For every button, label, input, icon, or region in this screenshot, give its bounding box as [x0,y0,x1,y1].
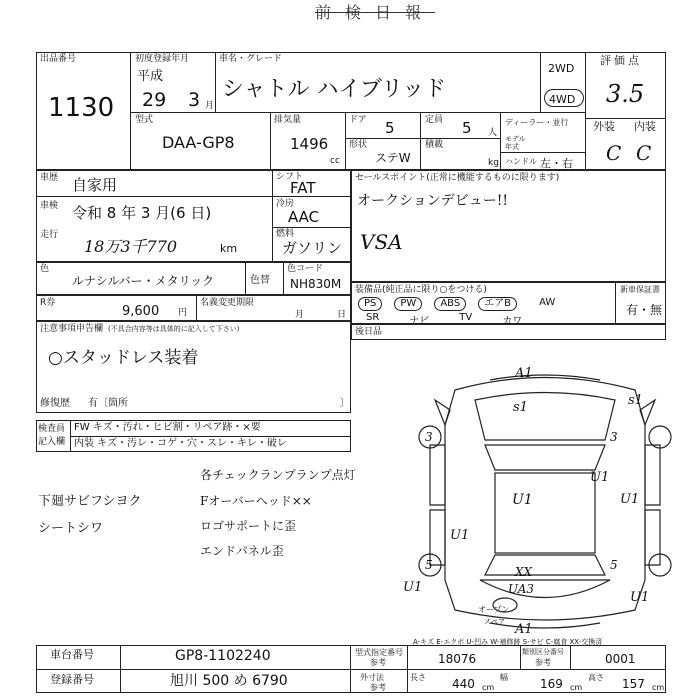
sales-point-2: VSA [360,230,403,254]
class-value: 0001 [605,652,636,666]
warranty-label: 新車保証書 [620,285,660,294]
back-date-label: 後日品 [355,327,383,337]
remark-4: シートシワ [38,521,104,536]
height: 157 [622,677,645,691]
width-unit: cm [570,683,583,692]
mark-rear-xx: XX [515,565,533,579]
load-label: 積載 [425,140,444,150]
shift: FAT [290,179,316,197]
dealer-label: ディーラー・並行 [505,118,569,127]
spare-label: スペア [484,618,505,626]
doors-label: ドア [349,115,367,125]
exterior-label: 外装 [593,120,615,133]
lot-number-label: 出品番号 [40,54,77,64]
mark-rear-ua3: UA3 [508,582,535,596]
mark-rear-bumper: A1 [515,622,533,637]
interior-grade: C [636,141,652,165]
notes-sub: (不具合内容等は具体的に記入して下さい) [108,325,240,333]
handle-label: ハンドル [505,157,537,166]
back-date-frame [351,324,666,340]
mileage-value: 18万3千770 [84,237,178,256]
remark-5: ロゴサポートに歪 [200,519,297,533]
ac-label: 冷房 [276,199,295,209]
inspector-row-1: FW キズ・汚れ・ヒビ割・リペア跡・×要 [74,422,261,433]
mark-left-wheel-front: 3 [425,430,433,444]
equip-tv: TV [459,312,473,323]
mark-right-door: U1 [590,470,610,485]
equip-airbag: エアB [478,297,517,311]
mark-right-rear: U1 [630,590,650,605]
fuel-label: 燃料 [276,229,295,239]
repair-value: 有〔箇所 [88,398,128,409]
notes-value: ○スタッドレス装着 [48,348,199,368]
cert-value: 18076 [438,652,477,666]
tax-label: 名義変更期限 [200,298,255,308]
equip-ps: PS [358,297,382,311]
car-damage-diagram [395,365,695,635]
history-label: 車歴 [40,173,59,183]
mark-front-bumper: A1 [515,366,533,381]
handle: 左・右 [540,157,573,170]
inspector-label-2: 記入欄 [38,437,66,447]
equipment-label: 装備品(純正品に限り○をつける) [355,285,487,295]
length: 440 [452,677,475,691]
mark-right-wheel-front: 3 [610,430,618,444]
capacity-label: 定員 [425,115,444,125]
mark-hood: s1 [513,400,528,415]
remark-2: 下廻サビフシヨク [38,494,142,509]
recycle-unit: 円 [178,308,188,318]
equip-leather: カワ [502,316,523,327]
plate-label: 登録番号 [50,673,94,686]
remark-6: エンドパネル歪 [200,544,284,558]
height-unit: cm [652,683,665,692]
width-label: 幅 [500,673,508,682]
repair-label: 修復歴 [40,398,70,409]
inspection-label: 車検 [40,201,59,211]
lot-number: 1130 [48,93,115,123]
shift-label: シフト [276,172,304,182]
top-scrawl: 前検日報 [315,3,436,22]
reg-month-unit: 月 [205,101,215,111]
equip-aw: AW [539,297,556,308]
damage-legend: A-キズ E-エクボ U-凹み W-補修跡 S-サビ C-腐食 XX-交換済 [413,638,603,646]
dims-sub: 参考 [370,683,386,692]
sales-point-1: オークションデビュー!! [357,193,508,209]
remark-1: 各チェックランプランプ点灯 [200,468,356,482]
km-unit: km [220,242,238,255]
reg-month: 3 [188,89,201,111]
tax-day-label: 日 [337,310,347,320]
tax-month-label: 月 [295,310,305,320]
fuel: ガソリン [282,239,343,257]
notes-label: 注意事項申告欄 [40,324,104,334]
warranty-value: 有・無 [626,303,663,317]
type-label: 型式 [135,115,154,125]
capacity-unit: 人 [488,128,498,138]
mark-roof: U1 [512,492,533,508]
cert-label: 型式指定番号 [355,648,403,657]
remark-3: Fオーバーヘッド×× [200,494,312,508]
kg-unit: kg [488,158,499,168]
equip-navi: ナビ [409,316,430,327]
grade: 3.5 [606,80,645,108]
length-unit: cm [482,683,495,692]
first-reg-label: 初度登録年月 [135,54,190,64]
spare-mark: オープン [478,605,510,614]
body-label: 形状 [349,140,368,150]
chassis-label: 車台番号 [50,648,94,661]
sales-point-label: セールスポイント(正常に機能するものに限ります) [355,173,560,183]
mark-left-rear: U1 [403,580,423,595]
width: 169 [540,677,563,691]
capacity: 5 [462,119,472,137]
equip-sr: SR [366,312,380,323]
equip-abs: ABS [434,297,466,311]
dims-label: 外寸法 [360,673,384,682]
model-type: DAA-GP8 [162,133,235,152]
car-name: シャトル ハイブリッド [222,77,447,102]
mark-right-wheel-rear: 5 [610,558,618,572]
history-value: 自家用 [72,176,118,194]
reg-year: 29 [142,89,167,111]
exterior-grade: C [606,141,622,165]
mark-left-wheel-rear: 5 [425,558,433,572]
chassis-value: GP8-1102240 [175,648,271,664]
displacement-label: 排気量 [274,115,302,125]
interior-label: 内装 [634,120,656,133]
era: 平成 [137,69,164,84]
color-code: NH830M [290,277,342,291]
color-code-label: 色コード [287,264,324,274]
inspector-row-2: 内装 キズ・汚レ・コゲ・穴・スレ・キレ・破レ [74,438,287,449]
model-year-label: モデル年式 [505,135,526,151]
inspector-label-1: 検査員 [38,424,66,434]
mark-right-front: s1 [628,393,643,408]
grade-label: 評価点 [600,54,642,67]
class-label: 類別区分番号 [522,648,564,656]
doors: 5 [385,119,395,137]
color-change-label: 色替 [250,275,270,286]
repair-close: 〕 [340,398,350,409]
cc-unit: cc [330,156,340,166]
inspection-value: 令和 8 年 3 月(6 日) [72,204,212,222]
drive-2wd: 2WD [548,62,575,75]
car-name-label: 車名・グレード [219,54,283,64]
height-label: 高さ [588,673,604,682]
mark-right-rear-door: U1 [620,492,640,507]
body: ステW [375,151,411,165]
color-label: 色 [40,264,50,274]
recycle-value: 9,600 [122,304,160,319]
recycle-label: R券 [40,298,56,308]
equipment-top-row [358,297,613,311]
plate-value: 旭川 500 め 6790 [170,673,288,689]
drive-4wd: 4WD [549,93,576,106]
mark-left-door: U1 [450,528,470,543]
class-sub: 参考 [535,658,551,667]
ac: AAC [288,208,320,226]
displacement: 1496 [290,135,329,153]
sales-point-frame [351,170,666,282]
equip-pw: PW [394,297,422,311]
cert-sub: 参考 [370,658,386,667]
mileage-label: 走行 [40,230,59,240]
length-label: 長さ [410,673,426,682]
color-value: ルナシルバー・メタリック [72,274,215,288]
